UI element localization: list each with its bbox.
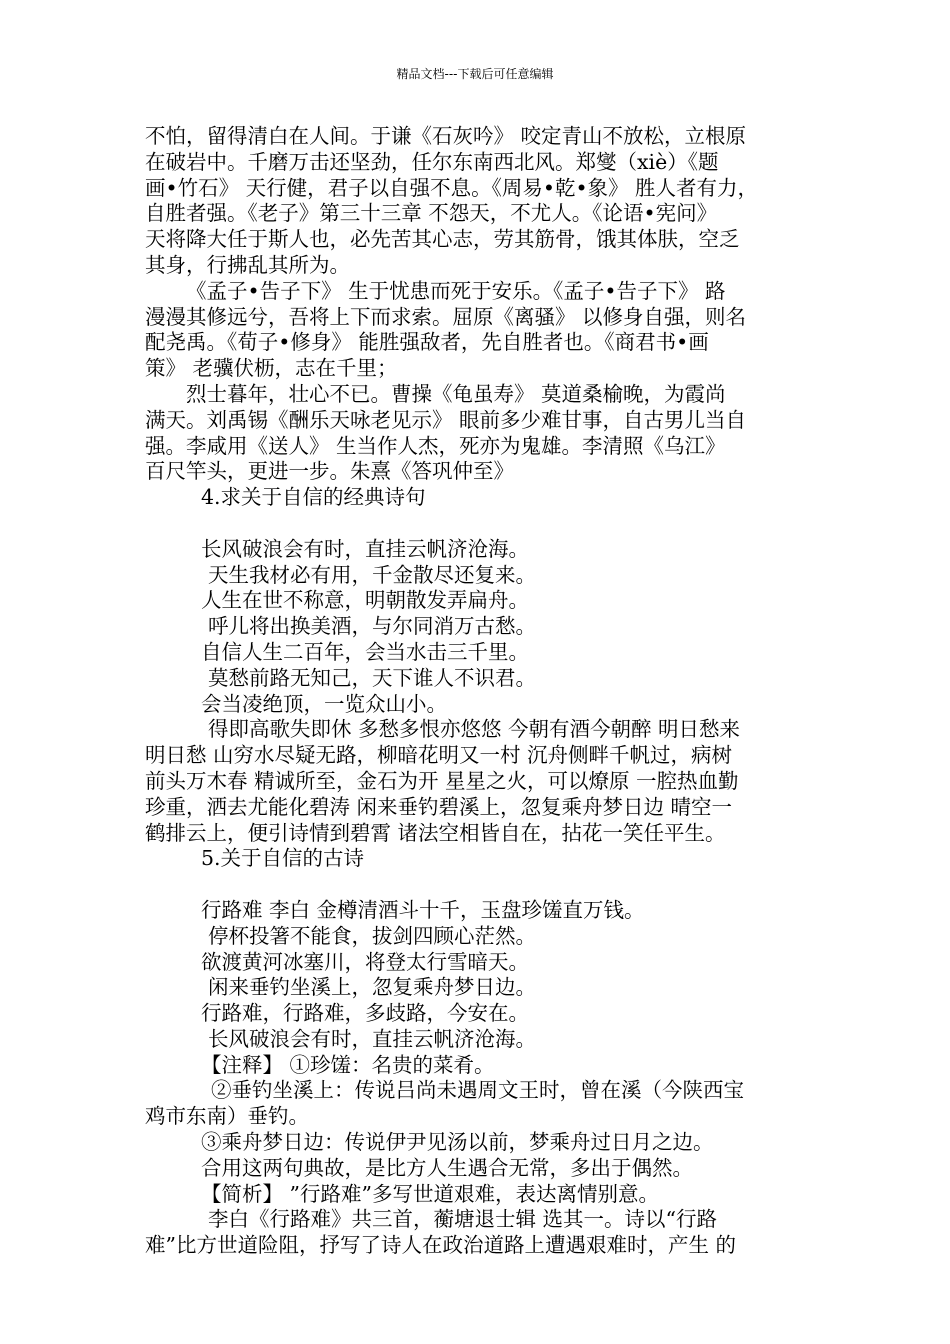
page-header: 精品文档---下载后可任意编辑 bbox=[396, 67, 554, 81]
annotation-line: ②垂钓坐溪上：传说吕尚未遇周文王时，曾在溪（今陕西宝 bbox=[211, 1078, 744, 1103]
text-line: 得即高歌失即休 多愁多恨亦悠悠 今朝有酒今朝醉 明日愁来 bbox=[208, 717, 741, 742]
text-line: 其身，行拂乱其所为。 bbox=[145, 252, 350, 277]
blank-line bbox=[145, 511, 809, 537]
annotation-line: ③乘舟梦日边：传说伊尹见汤以前，梦乘舟过日月之边。 bbox=[201, 1130, 714, 1155]
text-line: 明日愁 山穷水尽疑无路，柳暗花明又一村 沉舟侧畔千帆过，病树 bbox=[145, 743, 733, 768]
text-line: 前头万木春 精诚所至，金石为开 星星之火，可以燎原 一腔热血勤 bbox=[145, 768, 739, 793]
poem-line: 行路难 李白 金樽清酒斗十千，玉盘珍馐直万钱。 bbox=[201, 897, 645, 922]
poem-line: 自信人生二百年，会当水击三千里。 bbox=[201, 639, 529, 664]
poem-line: 莫愁前路无知己，天下谁人不识君。 bbox=[208, 665, 536, 690]
poem-line: 长风破浪会有时，直挂云帆济沧海。 bbox=[208, 1026, 536, 1051]
text-line: 配尧禹。《荀子•修身》 能胜强敌者，先自胜者也。《商君书•画 bbox=[145, 330, 709, 355]
poem-line: 会当凌绝顶，一览众山小。 bbox=[201, 691, 447, 716]
poem-line: 欲渡黄河冰塞川，将登太行雪暗天。 bbox=[201, 949, 529, 974]
analysis-line: 李白《行路难》共三首，蘅塘退士辑 选其一。诗以“行路 bbox=[208, 1207, 717, 1232]
text-line: 不怕，留得清白在人间。于谦《石灰吟》 咬定青山不放松，立根原 bbox=[145, 124, 747, 148]
analysis-line: 【简析】 ”行路难”多写世道艰难，表达离情别意。 bbox=[201, 1181, 659, 1206]
text-line: 漫漫其修远兮，吾将上下而求索。屈原《离骚》 以修身自强，则名 bbox=[145, 304, 747, 329]
blank-line bbox=[145, 872, 809, 898]
annotation-line: 【注释】 ①珍馐：名贵的菜肴。 bbox=[201, 1052, 495, 1077]
text-line: 烈士暮年，壮心不已。曹操《龟虽寿》 莫道桑榆晚，为霞尚 bbox=[186, 381, 726, 406]
annotation-line: 合用这两句典故，是比方人生遇合无常，多出于偶然。 bbox=[201, 1155, 693, 1180]
text-line: 《孟子•告子下》 生于忧患而死于安乐。《孟子•告子下》 路 bbox=[186, 278, 726, 303]
text-line: 珍重，洒去尤能化碧涛 闲来垂钓碧溪上，忽复乘舟梦日边 晴空一 bbox=[145, 794, 733, 819]
annotation-line: 鸡市东南）垂钓。 bbox=[145, 1104, 309, 1129]
document-body bbox=[145, 124, 809, 1259]
text-line: 天将降大任于斯人也，必先苦其心志，劳其筋骨，饿其体肤，空乏 bbox=[145, 227, 740, 252]
poem-line: 天生我材必有用，千金散尽还复来。 bbox=[208, 562, 536, 587]
poem-line: 停杯投箸不能食，拔剑四顾心茫然。 bbox=[208, 923, 536, 948]
poem-line: 人生在世不称意，明朝散发弄扁舟。 bbox=[201, 588, 529, 613]
text-line: 策》 老骥伏枥，志在千里； bbox=[145, 356, 398, 381]
text-line: 自胜者强。《老子》第三十三章 不怨天，不尤人。《论语•宪问》 bbox=[145, 201, 718, 226]
text-line: 在破岩中。千磨万击还坚劲，任尔东南西北风。郑燮（xiè）《题 bbox=[145, 149, 719, 174]
text-line: 百尺竿头，更进一步。朱熹《答巩仲至》 bbox=[145, 459, 514, 484]
text-line: 鹤排云上，便引诗情到碧霄 诸法空相皆自在，拈花一笑任平生。 bbox=[145, 820, 726, 845]
section-heading: 4.求关于自信的经典诗句 bbox=[201, 485, 426, 510]
poem-line: 长风破浪会有时，直挂云帆济沧海。 bbox=[201, 536, 529, 561]
analysis-line: 难”比方世道险阻，抒写了诗人在政治道路上遭遇艰难时，产生 的 bbox=[145, 1233, 736, 1258]
text-line: 强。李咸用《送人》 生当作人杰，死亦为鬼雄。李清照《乌江》 bbox=[145, 433, 726, 458]
poem-line: 呼儿将出换美酒，与尔同消万古愁。 bbox=[208, 614, 536, 639]
text-line: 画•竹石》 天行健，君子以自强不息。《周易•乾•象》 胜人者有力， bbox=[145, 175, 759, 200]
poem-line: 闲来垂钓坐溪上，忽复乘舟梦日边。 bbox=[208, 975, 536, 1000]
section-heading: 5.关于自信的古诗 bbox=[201, 846, 365, 871]
poem-line: 行路难，行路难，多歧路，今安在。 bbox=[201, 1001, 529, 1026]
text-line: 满天。刘禹锡《酬乐天咏老见示》 眼前多少难甘事，自古男儿当自 bbox=[145, 407, 747, 432]
